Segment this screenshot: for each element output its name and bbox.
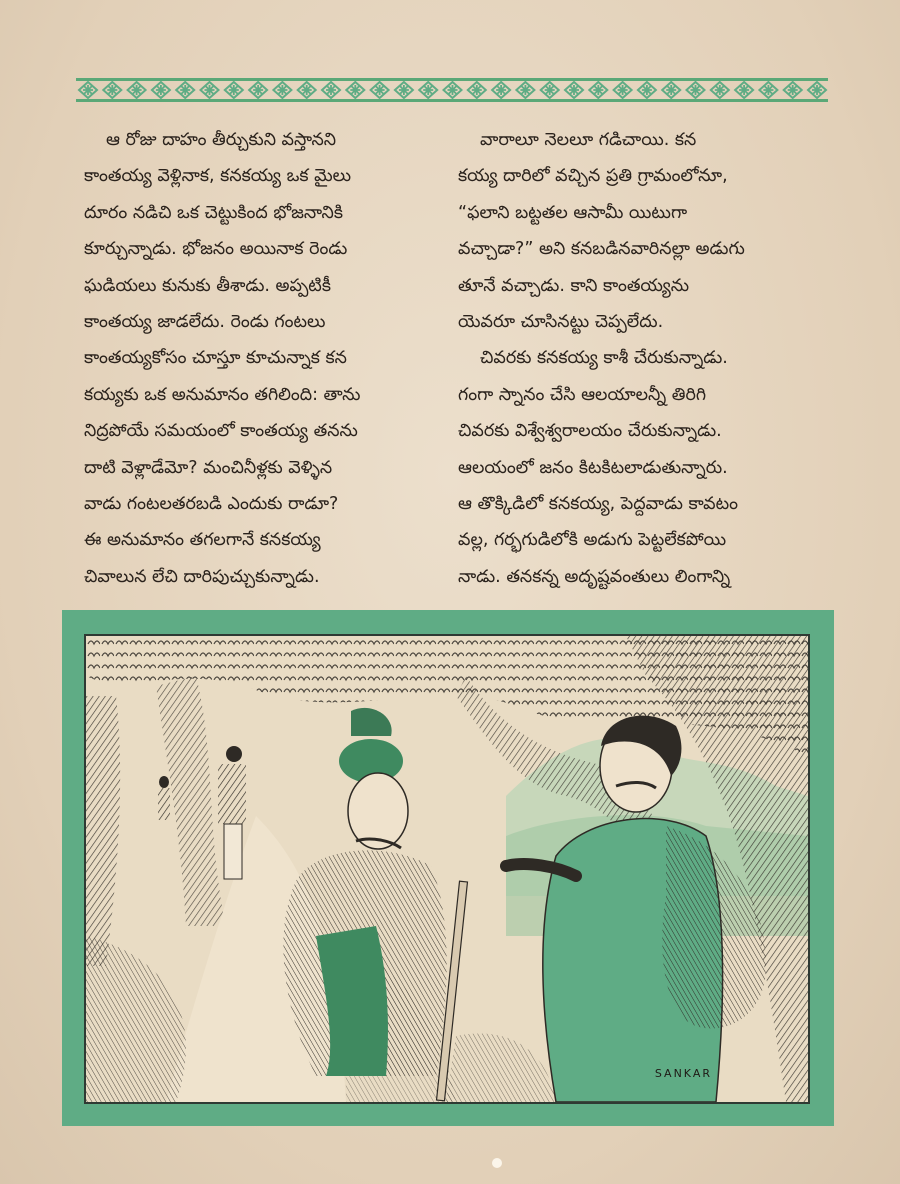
column-line: కూర్చున్నాడు. భోజనం అయినాక రెండు	[84, 239, 348, 260]
column-line: “ఫలాని బట్టతల ఆసామీ యిటుగా	[458, 202, 688, 223]
forest-scene-illustration	[84, 634, 810, 1104]
border-motif-icon	[176, 82, 194, 98]
column-line: కాంతయ్యకోసం చూస్తూ కూచున్నాక కన	[84, 348, 347, 369]
border-motif-icon	[735, 82, 753, 98]
column-line: కయ్య దారిలో వచ్చిన ప్రతి గ్రామంలోనూ,	[458, 166, 728, 187]
column-line: వచ్చాడా?” అని కనబడినవారినల్లా అడుగు	[458, 239, 745, 260]
border-motif-icon	[638, 82, 656, 98]
border-motif-icon	[492, 82, 510, 98]
column-line: కయ్యకు ఒక అనుమానం తగిలింది: తాను	[84, 384, 361, 405]
column-line: వారాలూ నెలలూ గడిచాయి. కన	[480, 130, 697, 150]
column-line: వల్ల, గర్భగుడిలోకి అడుగు పెట్టలేకపోయి	[458, 530, 727, 551]
border-motif-icon	[662, 82, 680, 98]
border-motif-icon	[103, 82, 121, 98]
border-motif-icon	[298, 82, 316, 98]
border-motif-icon	[371, 82, 389, 98]
border-motif-icon	[201, 82, 219, 98]
page-speck	[492, 1158, 502, 1168]
decorative-border	[76, 78, 828, 102]
column-line: నిద్రపోయే సమయంలో కాంతయ్య తనను	[84, 421, 358, 442]
text-column-left	[84, 122, 429, 595]
border-motif-icon	[225, 82, 243, 98]
border-motif-icon	[687, 82, 705, 98]
column-line: ఆ రోజు దాహం తీర్చుకుని వస్తానని	[106, 130, 337, 150]
column-line: ఆ తొక్కిడిలో కనకయ్య, పెద్దవాడు కావటం	[458, 494, 738, 515]
border-motif-icon	[273, 82, 291, 98]
border-motif-icon	[395, 82, 413, 98]
border-motif-icon	[589, 82, 607, 98]
border-motif-icon	[808, 82, 826, 98]
far-walker-1	[158, 776, 170, 820]
column-line: తూనే వచ్చాడు. కాని కాంతయ్యను	[458, 275, 690, 296]
column-line: యెవరూ చూసినట్టు చెప్పలేదు.	[458, 312, 664, 333]
column-line: చివరకు కనకయ్య కాశీ చేరుకున్నాడు.	[480, 348, 728, 369]
illustration-frame	[62, 610, 834, 1126]
column-line: గంగా స్నానం చేసి ఆలయాలన్నీ తిరిగి	[458, 384, 707, 405]
column-line: దాటి వెళ్లాడేమో? మంచినీళ్లకు వెళ్ళిన	[84, 457, 333, 478]
text-column-right	[458, 122, 830, 595]
border-motif-icon	[468, 82, 486, 98]
column-line: దూరం నడిచి ఒక చెట్టుకింద భోజనానికి	[84, 202, 343, 223]
border-motif-icon	[711, 82, 729, 98]
column-line: ఆలయంలో జనం కిటకిటలాడుతున్నారు.	[458, 457, 728, 478]
border-motif-icon	[79, 82, 97, 98]
border-motif-icon	[565, 82, 583, 98]
border-motif-icon	[541, 82, 559, 98]
border-motif-icon	[249, 82, 267, 98]
border-motif-icon	[784, 82, 802, 98]
border-motif-icon	[444, 82, 462, 98]
border-motif-icon	[152, 82, 170, 98]
column-line: ఈ అనుమానం తగలగానే కనకయ్య	[84, 530, 321, 551]
border-motif-icon	[419, 82, 437, 98]
column-line: చివాలున లేచి దారిపుచ్చుకున్నాడు.	[84, 566, 320, 587]
column-line: నాడు. తనకన్న అదృష్టవంతులు లింగాన్ని	[458, 566, 731, 587]
border-motif-icon	[759, 82, 777, 98]
column-line: చివరకు విశ్వేశ్వరాలయం చేరుకున్నాడు.	[458, 421, 722, 442]
artist-signature: SANKAR	[654, 1067, 712, 1080]
border-motif-icon	[128, 82, 146, 98]
border-motif-icon	[516, 82, 534, 98]
column-line: కాంతయ్య జాడలేదు. రెండు గంటలు	[84, 312, 326, 333]
column-line: వాడు గంటలతరబడి ఎందుకు రాడూ?	[84, 494, 339, 515]
border-motif-icon	[614, 82, 632, 98]
border-motif-icon	[322, 82, 340, 98]
border-motif-icon	[346, 82, 364, 98]
column-line: ఘడియలు కునుకు తీశాడు. అప్పటికీ	[84, 275, 331, 296]
column-line: కాంతయ్య వెళ్లినాక, కనకయ్య ఒక మైలు	[84, 166, 352, 187]
